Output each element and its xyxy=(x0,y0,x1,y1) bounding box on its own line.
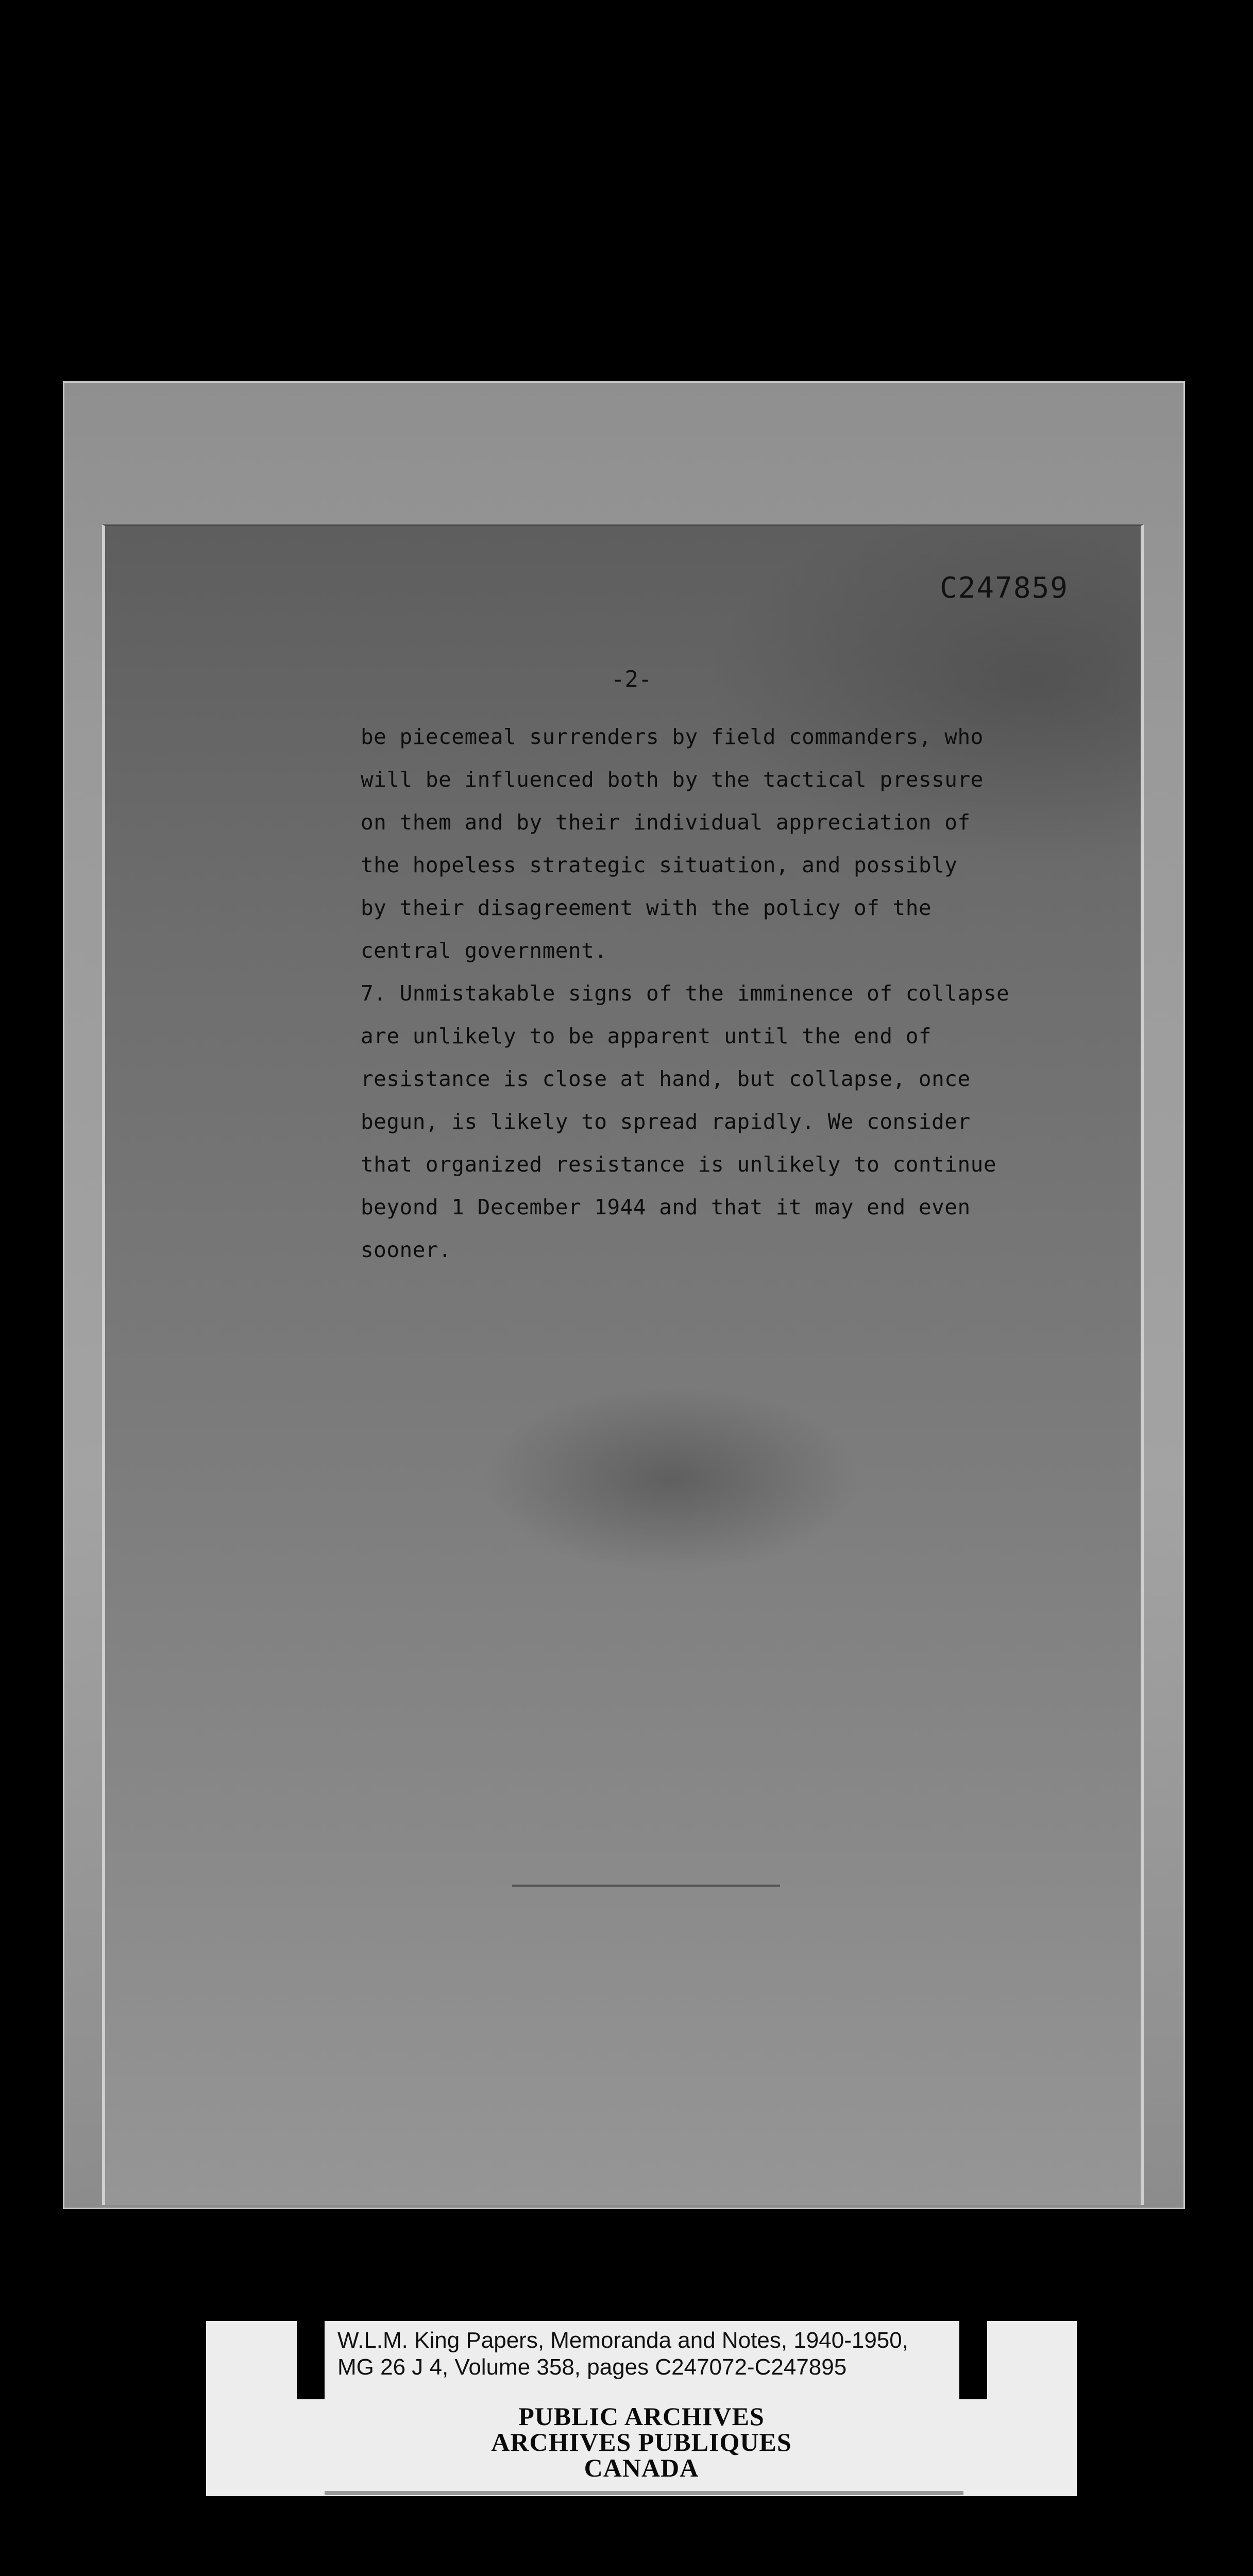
text-line: that organized resistance is unlikely to continue xyxy=(361,1152,997,1177)
text-line: resistance is close at hand, but collapse, once xyxy=(361,1066,971,1091)
text-line: will be influenced both by the tactical pressure xyxy=(361,767,984,792)
text-line: be piecemeal surrenders by field commanders, who xyxy=(361,724,984,749)
text-line: sooner. xyxy=(361,1238,452,1262)
text-line: the hopeless strategic situation, and possibly xyxy=(361,853,958,877)
text-line: central government. xyxy=(361,938,607,963)
typed-body-text xyxy=(361,716,1123,1272)
label-notch-left xyxy=(297,2321,325,2399)
text-line: on them and by their individual appreciation of xyxy=(361,810,971,835)
stamp-line: CANADA xyxy=(584,2453,699,2482)
label-notch-right xyxy=(959,2321,987,2399)
faint-rule-mark xyxy=(512,1885,780,1887)
typed-page xyxy=(102,524,1144,2205)
text-line: by their disagreement with the policy of the xyxy=(361,895,932,920)
archives-stamp xyxy=(206,2403,1077,2481)
archive-citation xyxy=(337,2327,951,2381)
text-line: beyond 1 December 1944 and that it may end even xyxy=(361,1195,971,1219)
stamp-line: PUBLIC ARCHIVES xyxy=(518,2402,765,2431)
text-line: 7. Unmistakable signs of the imminence of collapse xyxy=(361,981,1010,1006)
document-number: C247859 xyxy=(940,571,1069,605)
citation-line: MG 26 J 4, Volume 358, pages C247072-C247895 xyxy=(337,2354,847,2380)
text-line: begun, is likely to spread rapidly. We consider xyxy=(361,1109,971,1134)
text-line: are unlikely to be apparent until the end of xyxy=(361,1024,932,1048)
citation-line: W.L.M. King Papers, Memoranda and Notes, 1940-1950, xyxy=(337,2328,908,2353)
page-number: -2- xyxy=(611,666,652,692)
archive-label xyxy=(206,2321,1077,2496)
stamp-line: ARCHIVES PUBLIQUES xyxy=(491,2428,792,2456)
label-divider xyxy=(325,2491,963,2495)
